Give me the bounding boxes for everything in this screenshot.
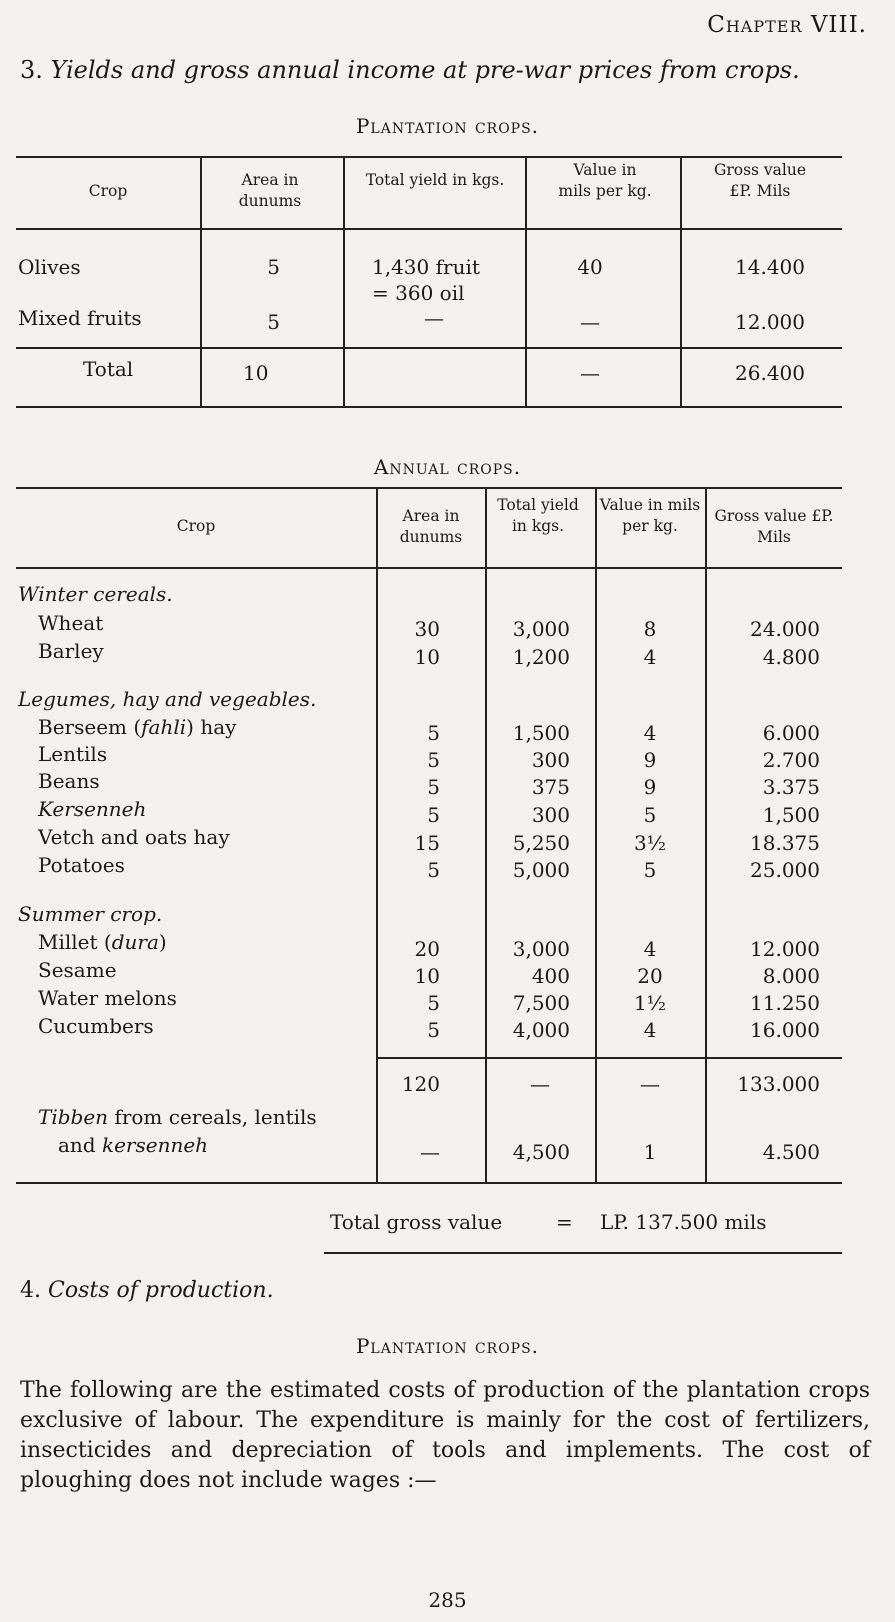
table-row-area: 30: [414, 617, 440, 641]
table-row-area: 5: [427, 1018, 440, 1042]
annual-subtotal-value: —: [640, 1072, 660, 1096]
chapter-heading: Chapter VIII.: [707, 12, 867, 38]
section-3-number: 3.: [20, 56, 43, 84]
table-row-value: 3½: [633, 831, 667, 855]
table-row-gross: 2.700: [762, 748, 820, 772]
table-row-area: 10: [414, 964, 440, 988]
section-4-number: 4.: [20, 1278, 41, 1303]
annual-subtotal-area: 120: [401, 1072, 440, 1096]
table-row-crop: Olives: [18, 255, 81, 279]
table-row-gross: 4.800: [762, 645, 820, 669]
table-row-crop: Millet (dura): [38, 930, 167, 954]
table-row-value: 9: [643, 775, 657, 799]
table-row-value: 5: [643, 858, 657, 882]
table-row-value: 9: [643, 748, 657, 772]
total-gross-equals: =: [556, 1210, 573, 1234]
annual-header-gross: Gross value £P. Mils: [714, 507, 834, 546]
plantation-total-value: —: [580, 361, 600, 385]
group-legumes: Legumes, hay and vegeables.: [18, 687, 317, 711]
annual-header-area: Area in dunums: [399, 507, 463, 546]
table-row-yield: 4,000: [512, 1018, 570, 1042]
table-row-area: 5: [267, 255, 280, 279]
table-row-crop: Mixed fruits: [18, 306, 142, 330]
plantation-total-area: 10: [243, 361, 269, 385]
page-number: 285: [428, 1588, 467, 1612]
plantation-costs-heading: Plantation crops.: [355, 1334, 540, 1358]
group-summer-crop: Summer crop.: [18, 902, 163, 926]
tibben-area: —: [420, 1140, 440, 1164]
table-row-area: 5: [427, 748, 440, 772]
table-row-value: 4: [643, 937, 657, 961]
table-row-yield: 375: [531, 775, 570, 799]
plantation-total-label: Total: [83, 357, 134, 381]
plantation-header-crop: Crop: [88, 182, 128, 200]
table-row-value: 40: [577, 255, 603, 279]
table-row-crop: Wheat: [38, 611, 104, 635]
table-row-gross: 6.000: [762, 721, 820, 745]
tibben-yield: 4,500: [512, 1140, 570, 1164]
table-row-area: 5: [267, 310, 280, 334]
costs-paragraph: The following are the estimated costs of production of the plantation crops exclusive of labour. The expenditure is mainly for the cost of fertilizers, insecticides and depreciation of tools and implements. The cost of ploughing does not include wages :—: [20, 1378, 870, 1493]
table-row-gross: 25.000: [750, 858, 820, 882]
table-row-yield: 1,500: [512, 721, 570, 745]
plantation-heading: Plantation crops.: [355, 114, 540, 138]
table-row-crop: Berseem (fahli) hay: [38, 715, 237, 739]
table-row-crop: Kersenneh: [38, 797, 147, 821]
section-4-heading: [20, 1278, 274, 1303]
table-row-crop: Potatoes: [38, 853, 125, 877]
section-3-title: Yields and gross annual income at pre-war prices from crops.: [50, 56, 800, 84]
total-gross-label: Total gross value: [330, 1210, 503, 1234]
table-row-value: 5: [643, 803, 657, 827]
table-row-yield: 1,430 fruit: [372, 255, 480, 279]
table-row-area: 5: [427, 721, 440, 745]
table-row-crop: Barley: [38, 639, 104, 663]
table-row-crop: Vetch and oats hay: [38, 825, 230, 849]
group-winter-cereals: Winter cereals.: [18, 582, 173, 606]
table-row-gross: 18.375: [750, 831, 820, 855]
table-row-yield: 7,500: [512, 991, 570, 1015]
table-row-value: 4: [643, 721, 657, 745]
annual-header-value: Value in mils per kg.: [599, 496, 701, 535]
table-row-area: 5: [427, 775, 440, 799]
plantation-header-gross: Gross value £P. Mils: [713, 161, 807, 200]
table-row-crop: Cucumbers: [38, 1014, 154, 1038]
plantation-header-value: Value in mils per kg.: [558, 161, 652, 200]
tibben-gross: 4.500: [762, 1140, 820, 1164]
tibben-label-line2: and kersenneh: [58, 1133, 209, 1157]
table-row-yield: 300: [531, 748, 570, 772]
plantation-header-yield: Total yield in kgs.: [365, 171, 505, 189]
table-row-yield: 5,250: [512, 831, 570, 855]
table-row-crop: Beans: [38, 769, 100, 793]
table-row-area: 5: [427, 858, 440, 882]
table-row-crop: Sesame: [38, 958, 117, 982]
table-row-gross: 11.250: [750, 991, 820, 1015]
table-row-yield: 1,200: [512, 645, 570, 669]
table-row-value: —: [580, 310, 600, 334]
plantation-total-gross: 26.400: [735, 361, 805, 385]
table-row-gross: 24.000: [750, 617, 820, 641]
table-row-crop: Water melons: [38, 986, 177, 1010]
plantation-header-area: Area in dunums: [238, 171, 302, 210]
table-row-area: 20: [414, 937, 440, 961]
table-row-area: 5: [427, 991, 440, 1015]
table-row-crop: Lentils: [38, 742, 108, 766]
table-row-gross: 8.000: [762, 964, 820, 988]
table-row-value: 20: [637, 964, 663, 988]
table-row-value: 4: [643, 645, 657, 669]
table-row-yield: 3,000: [512, 937, 570, 961]
table-row-value: 1½: [633, 991, 667, 1015]
table-row-gross: 12.000: [735, 310, 805, 334]
table-row-yield-oil: = 360 oil: [372, 281, 465, 305]
table-row-gross: 3.375: [762, 775, 820, 799]
table-row-yield: 5,000: [512, 858, 570, 882]
annual-header-crop: Crop: [176, 517, 216, 535]
table-row-area: 5: [427, 803, 440, 827]
section-3-heading: [20, 56, 800, 84]
table-row-yield: 300: [531, 803, 570, 827]
table-row-area: 10: [414, 645, 440, 669]
tibben-value: 1: [643, 1140, 657, 1164]
table-row-yield: —: [424, 306, 444, 330]
table-row-yield: 400: [531, 964, 570, 988]
annual-subtotal-yield: —: [530, 1072, 550, 1096]
table-row-gross: 16.000: [750, 1018, 820, 1042]
table-row-gross: 12.000: [750, 937, 820, 961]
table-row-area: 15: [414, 831, 440, 855]
annual-subtotal-gross: 133.000: [737, 1072, 820, 1096]
total-gross-value: LP. 137.500 mils: [600, 1210, 767, 1234]
table-row-gross: 14.400: [735, 255, 805, 279]
table-row-gross: 1,500: [762, 803, 820, 827]
table-row-value: 8: [643, 617, 657, 641]
table-row-yield: 3,000: [512, 617, 570, 641]
tibben-label-line1: Tibben from cereals, lentils: [38, 1105, 317, 1129]
annual-header-yield: Total yield in kgs.: [497, 496, 579, 535]
table-row-value: 4: [643, 1018, 657, 1042]
section-4-title: Costs of production.: [48, 1278, 274, 1303]
annual-heading: Annual crops.: [373, 455, 522, 479]
